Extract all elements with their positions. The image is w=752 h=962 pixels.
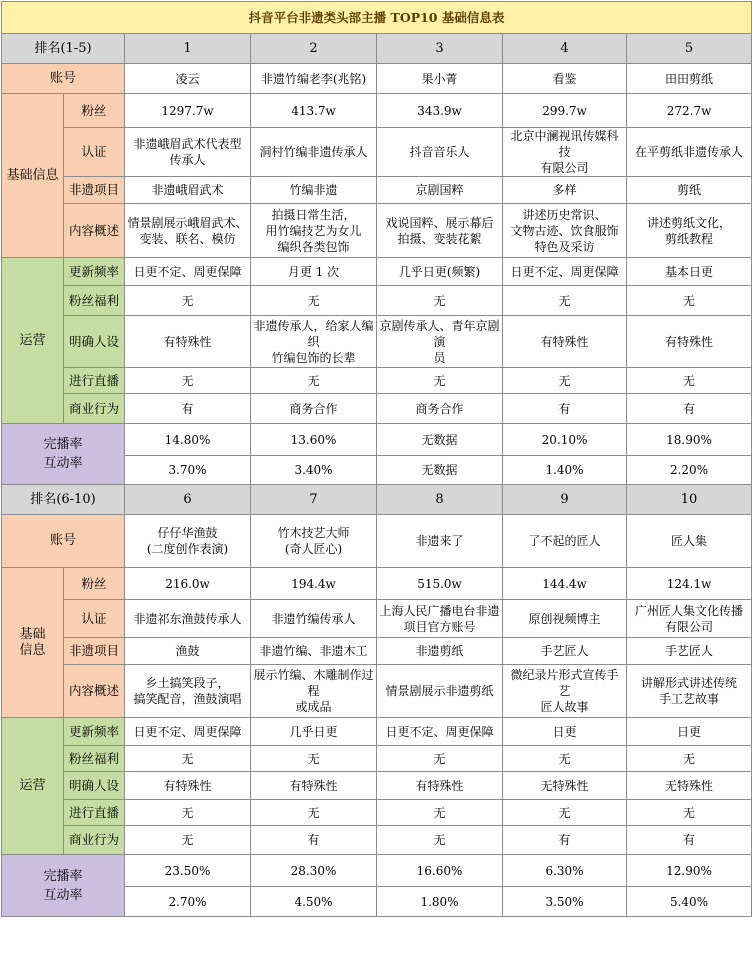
basic-cell: 多样 (503, 177, 627, 204)
operations-group-label: 运营 (2, 258, 64, 424)
ops-cell: 有 (627, 826, 752, 855)
basic-cell: 515.0w (377, 568, 503, 600)
ops-cell: 日更不定、周更保障 (125, 718, 251, 746)
basic-info-group-label: 基础 信息 (2, 568, 64, 718)
top10-info-table (1, 1, 752, 917)
account-name: 了不起的匠人 (503, 515, 627, 568)
basic-cell: 渔鼓 (125, 638, 251, 665)
ops-cell: 无 (125, 286, 251, 316)
ops-cell: 无 (377, 800, 503, 826)
basic-cell: 1297.7w (125, 94, 251, 128)
ops-cell: 日更不定、周更保障 (125, 258, 251, 286)
ops-cell: 无 (503, 800, 627, 826)
rank-label: 排名(6-10) (2, 485, 125, 515)
account-name: 看鉴 (503, 64, 627, 94)
rank-number: 1 (125, 34, 251, 64)
table-title: 抖音平台非遗类头部主播 TOP10 基础信息表 (2, 2, 752, 34)
account-name: 非遗来了 (377, 515, 503, 568)
ops-cell: 有特殊性 (377, 772, 503, 800)
ops-row-label: 商业行为 (64, 394, 125, 424)
basic-cell: 微纪录片形式宣传手艺 匠人故事 (503, 665, 627, 718)
ops-cell: 无 (377, 826, 503, 855)
basic-cell: 216.0w (125, 568, 251, 600)
ops-cell: 有特殊性 (251, 772, 377, 800)
ops-cell: 有 (251, 826, 377, 855)
account-label: 账号 (2, 64, 125, 94)
interaction-rate-cell: 5.40% (627, 887, 752, 917)
basic-cell: 剪纸 (627, 177, 752, 204)
basic-cell: 竹编非遗 (251, 177, 377, 204)
ops-cell: 无 (251, 286, 377, 316)
ops-row-label: 进行直播 (64, 800, 125, 826)
account-name: 竹木技艺大师 (奇人匠心) (251, 515, 377, 568)
basic-cell: 原创视频博主 (503, 600, 627, 638)
basic-info-group-label: 基础信息 (2, 94, 64, 258)
ops-row-label: 更新频率 (64, 258, 125, 286)
ops-cell: 无特殊性 (627, 772, 752, 800)
completion-rate-cell: 无数据 (377, 424, 503, 456)
ops-cell: 日更 (503, 718, 627, 746)
ops-cell: 日更不定、周更保障 (377, 718, 503, 746)
ops-cell: 无 (627, 800, 752, 826)
basic-cell: 在平剪纸非遗传承人 (627, 128, 752, 177)
account-name: 非遗竹编老李(兆铭) (251, 64, 377, 94)
spreadsheet (1, 1, 751, 960)
basic-row-label: 内容概述 (64, 665, 125, 718)
basic-cell: 非遗竹编、非遗木工 (251, 638, 377, 665)
ops-cell: 商务合作 (377, 394, 503, 424)
completion-rate-cell: 18.90% (627, 424, 752, 456)
basic-cell: 讲解形式讲述传统 手工艺故事 (627, 665, 752, 718)
ops-cell: 无 (125, 746, 251, 772)
basic-cell: 讲述历史常识、 文物古迹、饮食服饰 特色及采访 (503, 204, 627, 258)
rate-group-label: 完播率 互动率 (2, 855, 125, 917)
completion-rate-cell: 14.80% (125, 424, 251, 456)
basic-cell: 272.7w (627, 94, 752, 128)
ops-row-label: 商业行为 (64, 826, 125, 855)
rank-number: 7 (251, 485, 377, 515)
basic-cell: 拍摄日常生活， 用竹编技艺为女儿 编织各类包饰 (251, 204, 377, 258)
basic-row-label: 认证 (64, 128, 125, 177)
basic-cell: 非遗剪纸 (377, 638, 503, 665)
ops-cell: 无 (125, 826, 251, 855)
ops-row-label: 进行直播 (64, 368, 125, 394)
basic-cell: 乡土搞笑段子， 搞笑配音，渔鼓演唱 (125, 665, 251, 718)
rank-label: 排名(1-5) (2, 34, 125, 64)
rank-number: 3 (377, 34, 503, 64)
ops-row-label: 粉丝福利 (64, 286, 125, 316)
basic-cell: 343.9w (377, 94, 503, 128)
basic-cell: 124.1w (627, 568, 752, 600)
ops-cell: 京剧传承人、青年京剧演 员 (377, 316, 503, 368)
ops-row-label: 明确人设 (64, 316, 125, 368)
ops-cell: 无 (251, 368, 377, 394)
rank-number: 2 (251, 34, 377, 64)
rank-number: 4 (503, 34, 627, 64)
completion-rate-cell: 16.60% (377, 855, 503, 887)
basic-cell: 299.7w (503, 94, 627, 128)
ops-cell: 商务合作 (251, 394, 377, 424)
ops-cell: 有特殊性 (125, 316, 251, 368)
basic-cell: 手艺匠人 (503, 638, 627, 665)
interaction-rate-cell: 1.40% (503, 456, 627, 485)
interaction-rate-cell: 2.20% (627, 456, 752, 485)
interaction-rate-cell: 4.50% (251, 887, 377, 917)
basic-cell: 413.7w (251, 94, 377, 128)
ops-cell: 有 (125, 394, 251, 424)
interaction-rate-cell: 2.70% (125, 887, 251, 917)
ops-cell: 日更 (627, 718, 752, 746)
basic-cell: 展示竹编、木雕制作过程 或成品 (251, 665, 377, 718)
ops-cell: 无 (377, 286, 503, 316)
ops-cell: 非遗传承人，给家人编织 竹编包饰的长辈 (251, 316, 377, 368)
basic-cell: 情景剧展示非遗剪纸 (377, 665, 503, 718)
interaction-rate-cell: 3.70% (125, 456, 251, 485)
basic-cell: 非遗峨眉武术代表型 传承人 (125, 128, 251, 177)
ops-cell: 无 (627, 368, 752, 394)
completion-rate-cell: 6.30% (503, 855, 627, 887)
ops-cell: 几乎日更 (251, 718, 377, 746)
basic-row-label: 非遗项目 (64, 638, 125, 665)
ops-cell: 日更不定、周更保障 (503, 258, 627, 286)
completion-rate-cell: 12.90% (627, 855, 752, 887)
basic-cell: 洞村竹编非遗传承人 (251, 128, 377, 177)
basic-cell: 情景剧展示峨眉武术、 变装、联名、模仿 (125, 204, 251, 258)
basic-row-label: 粉丝 (64, 568, 125, 600)
interaction-rate-cell: 3.40% (251, 456, 377, 485)
ops-cell: 有 (503, 826, 627, 855)
rank-number: 10 (627, 485, 752, 515)
basic-cell: 手艺匠人 (627, 638, 752, 665)
account-name: 仔仔华渔鼓 (二度创作表演) (125, 515, 251, 568)
basic-row-label: 非遗项目 (64, 177, 125, 204)
rate-group-label: 完播率 互动率 (2, 424, 125, 485)
account-name: 田田剪纸 (627, 64, 752, 94)
basic-cell: 京剧国粹 (377, 177, 503, 204)
account-name: 凌云 (125, 64, 251, 94)
ops-cell: 有特殊性 (627, 316, 752, 368)
basic-cell: 上海人民广播电台非遗 项目官方账号 (377, 600, 503, 638)
ops-cell: 有特殊性 (125, 772, 251, 800)
rank-number: 5 (627, 34, 752, 64)
basic-cell: 非遗祁东渔鼓传承人 (125, 600, 251, 638)
basic-cell: 戏说国粹、展示幕后 拍摄、变装花絮 (377, 204, 503, 258)
basic-cell: 北京中澜视讯传媒科技 有限公司 (503, 128, 627, 177)
ops-cell: 无 (125, 800, 251, 826)
basic-cell: 抖音音乐人 (377, 128, 503, 177)
rank-number: 6 (125, 485, 251, 515)
ops-cell: 几乎日更(频繁) (377, 258, 503, 286)
account-label: 账号 (2, 515, 125, 568)
rank-number: 8 (377, 485, 503, 515)
basic-cell: 广州匠人集文化传播 有限公司 (627, 600, 752, 638)
completion-rate-cell: 23.50% (125, 855, 251, 887)
ops-cell: 无 (251, 800, 377, 826)
ops-cell: 无 (503, 368, 627, 394)
basic-cell: 144.4w (503, 568, 627, 600)
ops-cell: 无 (377, 746, 503, 772)
ops-cell: 无 (503, 746, 627, 772)
basic-cell: 非遗竹编传承人 (251, 600, 377, 638)
ops-cell: 基本日更 (627, 258, 752, 286)
completion-rate-cell: 20.10% (503, 424, 627, 456)
ops-cell: 无 (627, 746, 752, 772)
interaction-rate-cell: 无数据 (377, 456, 503, 485)
basic-row-label: 认证 (64, 600, 125, 638)
completion-rate-cell: 28.30% (251, 855, 377, 887)
ops-cell: 无 (503, 286, 627, 316)
ops-cell: 无 (251, 746, 377, 772)
basic-row-label: 内容概述 (64, 204, 125, 258)
ops-cell: 有 (627, 394, 752, 424)
ops-cell: 月更 1 次 (251, 258, 377, 286)
ops-cell: 无特殊性 (503, 772, 627, 800)
ops-row-label: 更新频率 (64, 718, 125, 746)
interaction-rate-cell: 1.80% (377, 887, 503, 917)
operations-group-label: 运营 (2, 718, 64, 855)
ops-cell: 无 (125, 368, 251, 394)
account-name: 匠人集 (627, 515, 752, 568)
rank-number: 9 (503, 485, 627, 515)
ops-row-label: 粉丝福利 (64, 746, 125, 772)
basic-cell: 非遗峨眉武术 (125, 177, 251, 204)
basic-row-label: 粉丝 (64, 94, 125, 128)
ops-row-label: 明确人设 (64, 772, 125, 800)
ops-cell: 有 (503, 394, 627, 424)
ops-cell: 无 (627, 286, 752, 316)
interaction-rate-cell: 3.50% (503, 887, 627, 917)
completion-rate-cell: 13.60% (251, 424, 377, 456)
ops-cell: 无 (377, 368, 503, 394)
ops-cell: 有特殊性 (503, 316, 627, 368)
basic-cell: 讲述剪纸文化， 剪纸教程 (627, 204, 752, 258)
basic-cell: 194.4w (251, 568, 377, 600)
account-name: 果小菁 (377, 64, 503, 94)
